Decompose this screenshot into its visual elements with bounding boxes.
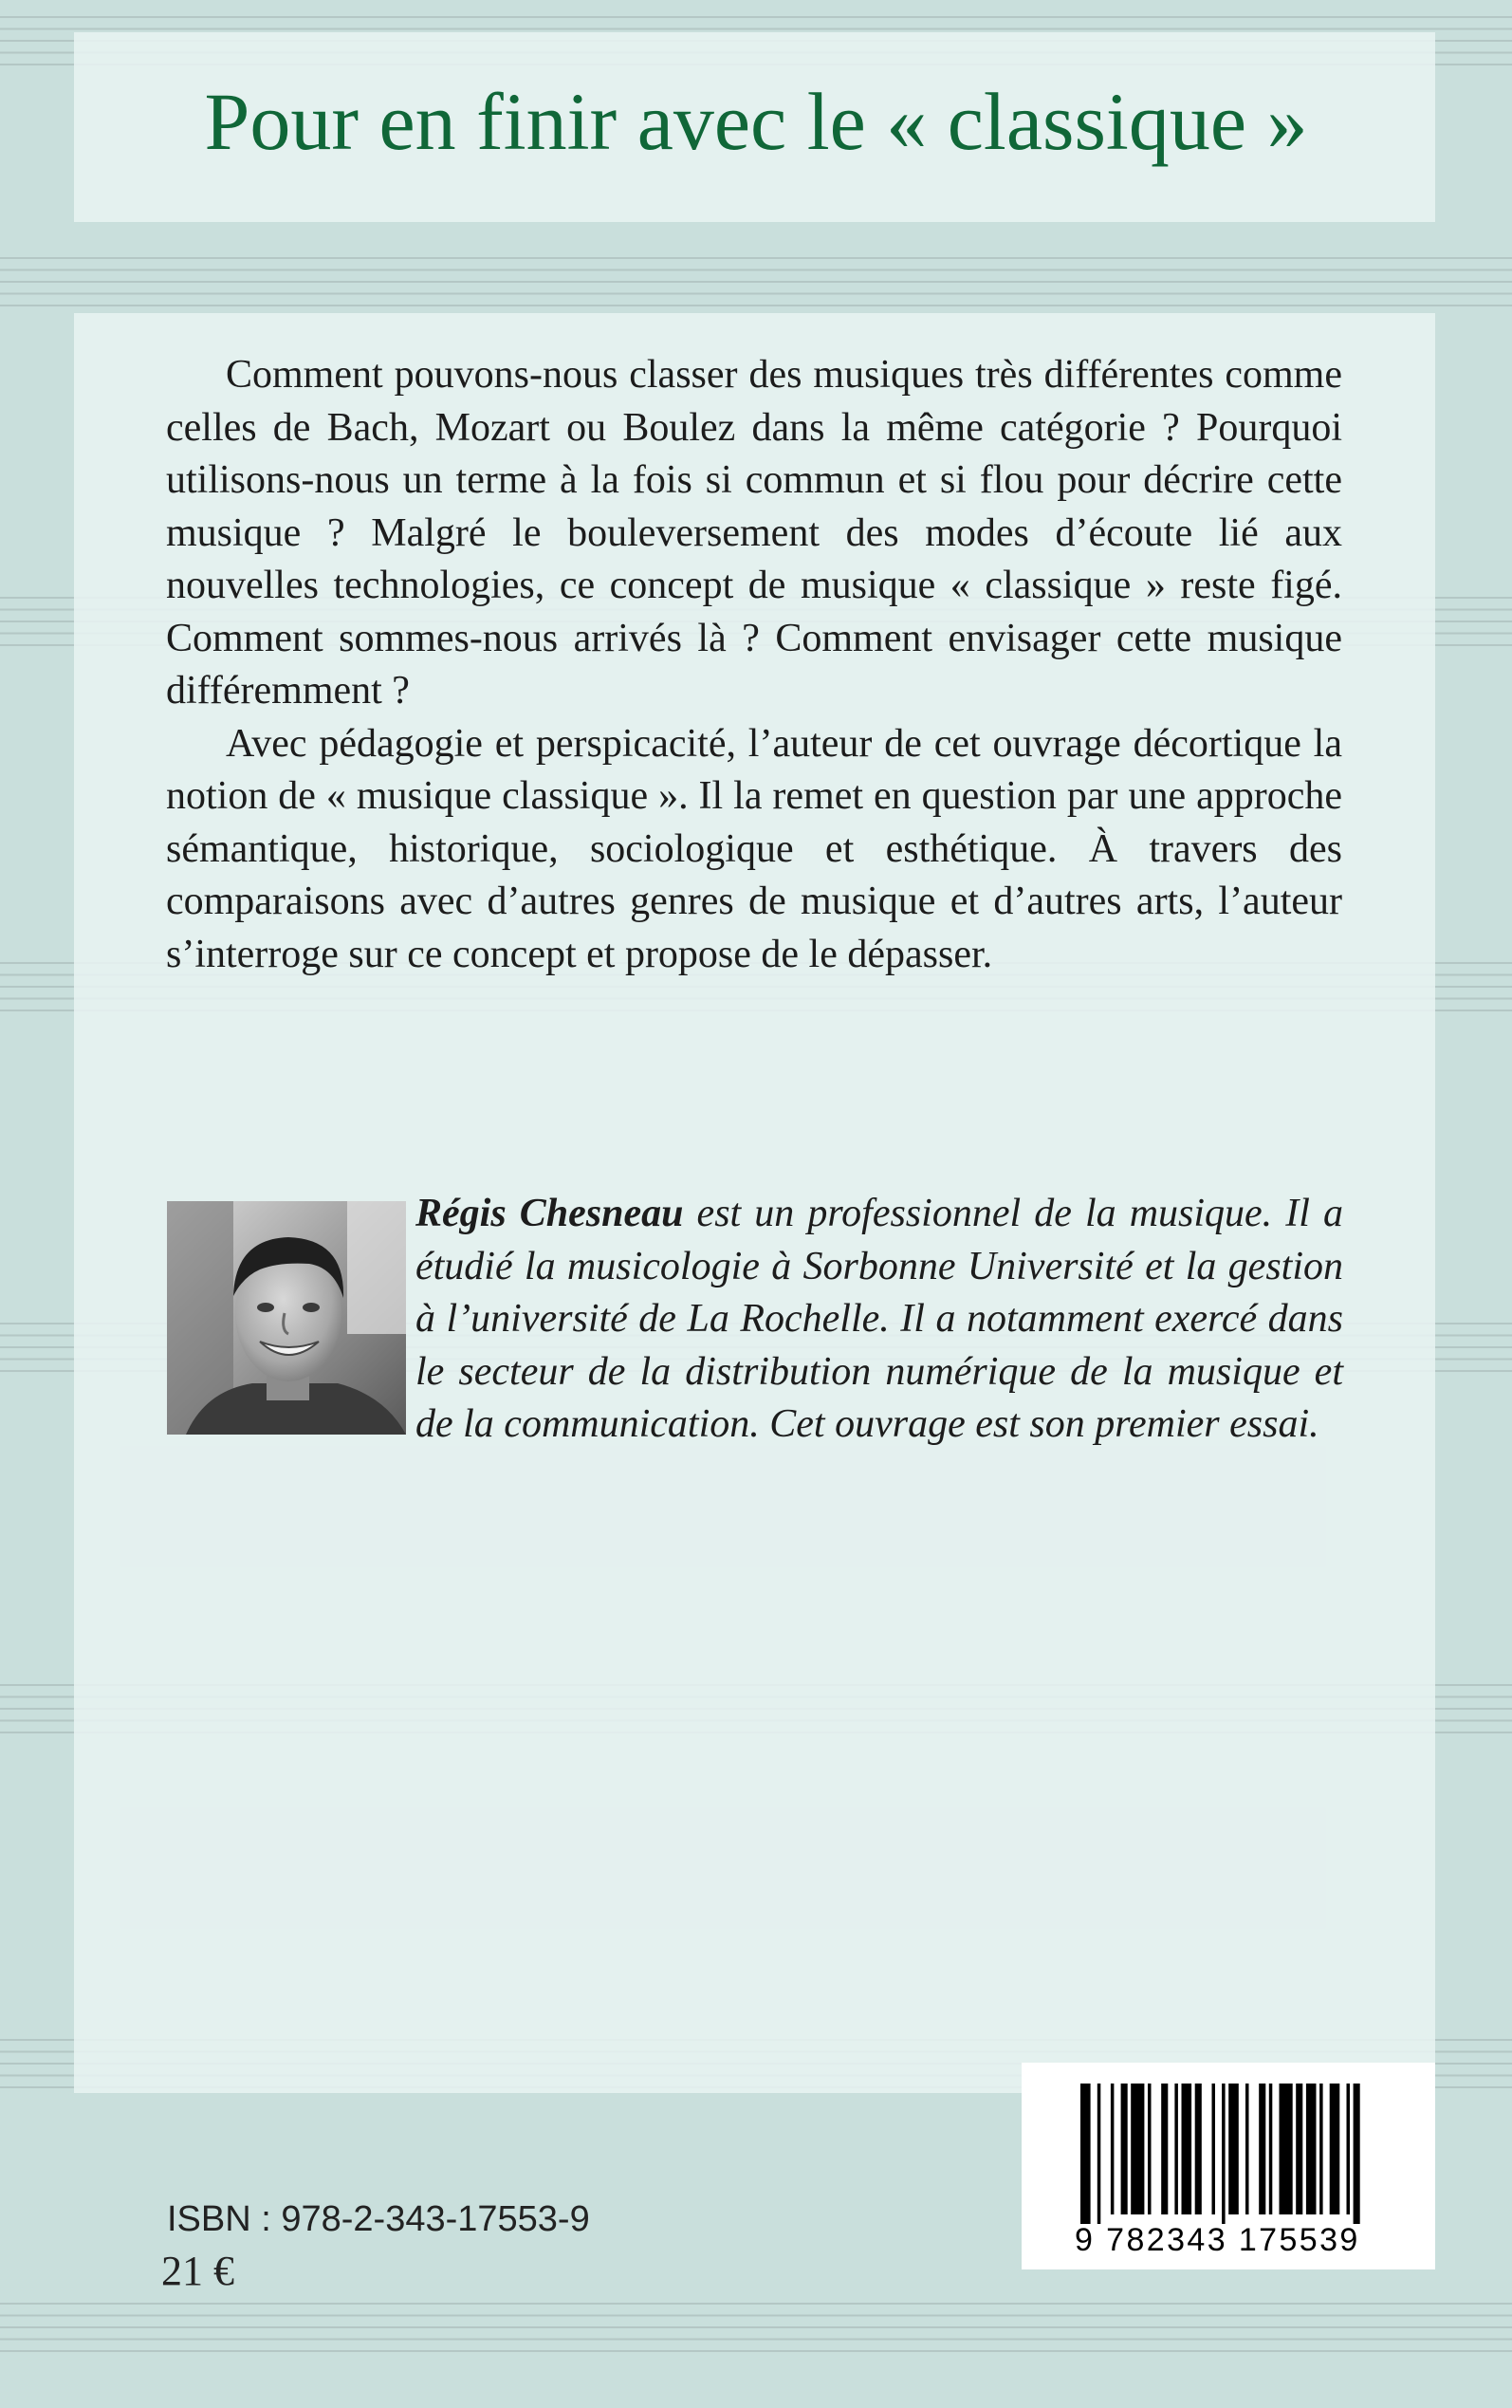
barcode bbox=[1022, 2063, 1435, 2269]
isbn: ISBN : 978-2-343-17553-9 bbox=[167, 2199, 590, 2239]
author-name: Régis Chesneau bbox=[415, 1192, 684, 1235]
book-title: Pour en finir avec le « classique » bbox=[204, 76, 1308, 167]
barcode-digits: 9 782343 175539 bbox=[1075, 2222, 1360, 2258]
author-bio-text: est un professionnel de la musique. Il a étudié la musicologie à Sorbonne Université et la gestion à l’université de La Rochelle. Il a notamment exercé dans le secteur de la distribution numérique de la musique et de la communication. Cet ouvrage est son premier essai. bbox=[415, 1192, 1343, 1446]
author-photo bbox=[167, 1201, 406, 1435]
blurb-paragraph-2: Avec pédagogie et perspicacité, l’auteur de cet ouvrage décortique la notion de « musique classique ». Il la remet en question par une approche sémantique, historique, sociologique et esthétique. À travers des comparaisons avec d’autres genres de musique et d’autres arts, l’auteur s’interroge sur ce concept et propose de le dépasser. bbox=[166, 721, 1342, 976]
back-cover-blurb bbox=[166, 349, 1342, 981]
price: 21 € bbox=[161, 2248, 234, 2294]
blurb-paragraph-1: Comment pouvons-nous classer des musiques très différentes comme celles de Bach, Mozart ou Boulez dans la même catégorie ? Pourquoi utilisons-nous un terme à la fois si commun et si flou pour décrire cette musique ? Malgré le bouleversement des modes d’écoute lié aux nouvelles technologies, ce concept de musique « classique » reste figé. Comment sommes-nous arrivés là ? Comment envisager cette musique différemment ? bbox=[166, 353, 1342, 713]
